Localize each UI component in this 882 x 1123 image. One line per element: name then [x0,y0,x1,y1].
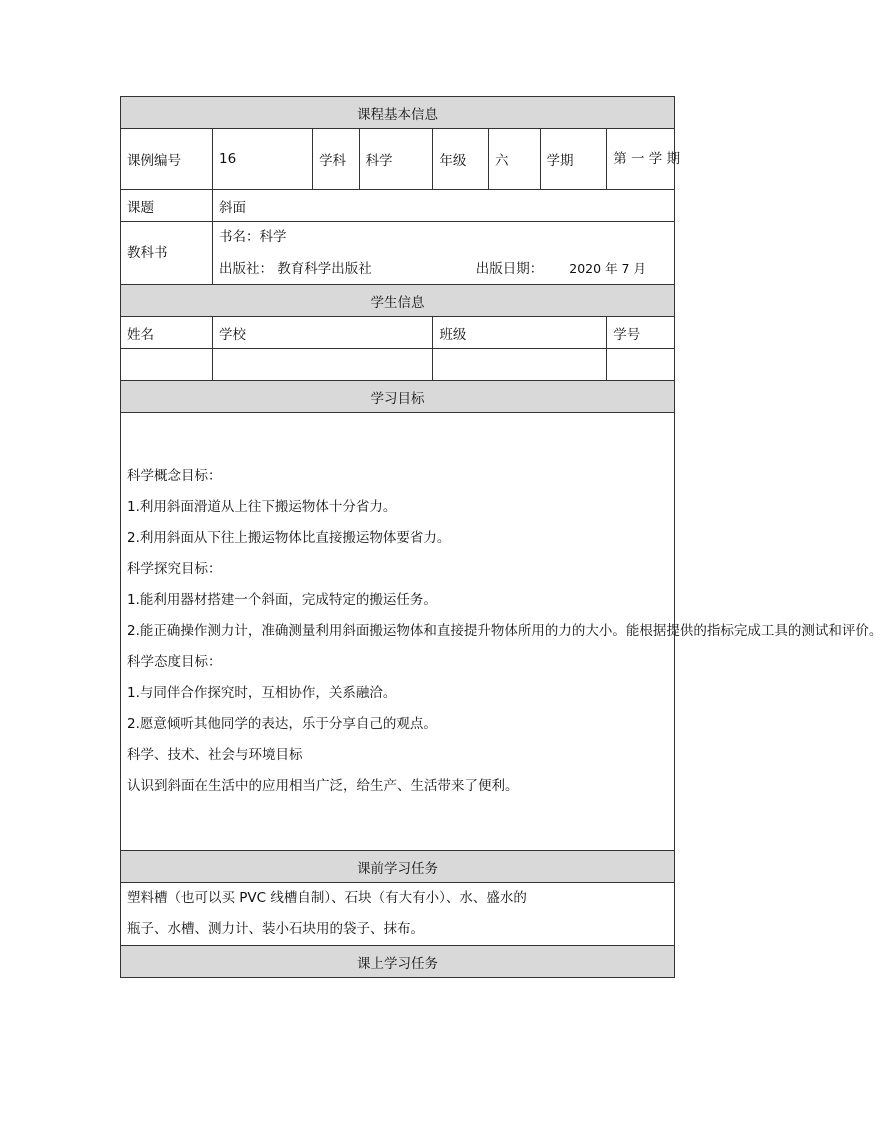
goal-line: 1.与同伴合作探究时，互相协作，关系融洽。 [127,685,397,701]
section-student-info: 学生信息 [121,285,675,317]
term-value: 第 一 学 期 [607,129,675,190]
lesson-info-table [120,96,882,978]
goal-line: 科学、技术、社会与环境目标 [127,747,303,763]
student-id-field[interactable] [607,349,675,381]
goal-line: 科学探究目标： [127,561,222,577]
student-class-label: 班级 [433,317,607,349]
section-in-class-task: 课上学习任务 [121,946,675,978]
goal-line: 2.能正确操作测力计，准确测量利用斜面搬运物体和直接提升物体所用的力的大小。能根据提供的指标完成工具的测试和评价。 [127,623,882,639]
pre-task-line: 瓶子、水槽、测力计、装小石块用的袋子、抹布。 [127,921,424,937]
case-number-label: 课例编号 [121,129,213,190]
publish-date-label: 出版日期： [475,261,544,277]
student-school-field[interactable] [212,349,432,381]
goal-line: 科学概念目标： [127,468,222,484]
goals-content [121,413,882,851]
term-label: 学期 [540,129,607,190]
section-pre-class-task: 课前学习任务 [121,851,675,883]
textbook-label-text: 教科书 [127,244,168,261]
student-id-label: 学号 [607,317,675,349]
textbook-label [121,222,213,285]
textbook-info [212,222,674,285]
subject-value: 科学 [359,129,433,190]
case-number-value: 16 [212,129,312,190]
subject-label: 学科 [313,129,360,190]
topic-value: 斜面 [212,190,674,222]
publish-date-value: 2020 年 7 月 [569,261,646,276]
book-name: 书名：科学 [218,229,287,245]
goal-line: 1.利用斜面滑道从上往下搬运物体十分省力。 [127,499,397,515]
publisher: 出版社： 教育科学出版社 [218,261,372,277]
goal-line: 1.能利用器材搭建一个斜面，完成特定的搬运任务。 [127,592,437,608]
grade-value: 六 [488,129,540,190]
pre-class-task-content [121,883,675,946]
section-basic-info: 课程基本信息 [121,97,675,129]
student-name-label: 姓名 [121,317,213,349]
student-school-label: 学校 [212,317,432,349]
grade-label: 年级 [433,129,489,190]
goal-line: 科学态度目标： [127,654,222,670]
student-class-field[interactable] [433,349,607,381]
goal-line: 认识到斜面在生活中的应用相当广泛，给生产、生活带来了便利。 [127,778,519,794]
goal-line: 2.利用斜面从下往上搬运物体比直接搬运物体要省力。 [127,530,451,546]
student-name-field[interactable] [121,349,213,381]
topic-label: 课题 [121,190,213,222]
section-goals: 学习目标 [121,381,675,413]
pre-task-line: 塑料槽（也可以买 PVC 线槽自制）、石块（有大有小）、水、盛水的 [127,890,527,906]
publisher-line [219,253,668,284]
goal-line: 2.愿意倾听其他同学的表达，乐于分享自己的观点。 [127,716,437,732]
